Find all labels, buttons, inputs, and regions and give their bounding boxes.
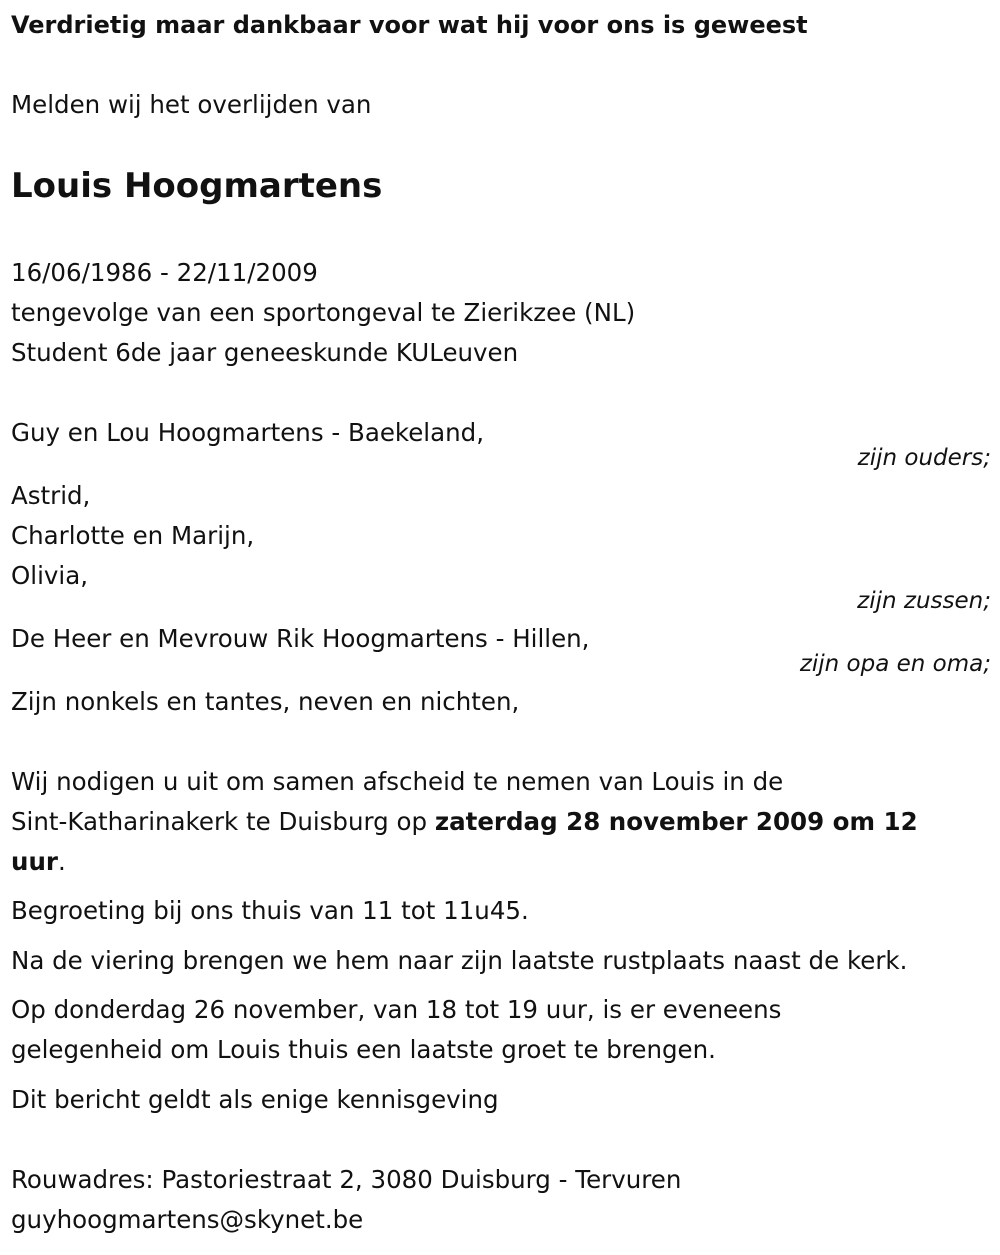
relation-grandparents: zijn opa en oma; bbox=[799, 651, 991, 677]
announcement-text: Melden wij het overlijden van bbox=[11, 90, 372, 119]
service-datetime-end: uur bbox=[11, 847, 58, 876]
invitation-period: . bbox=[57, 847, 66, 876]
visitation-line-1: Op donderdag 26 november, van 18 tot 19 uur, is er eveneens bbox=[11, 995, 782, 1024]
relation-parents: zijn ouders; bbox=[857, 445, 991, 471]
service-datetime: zaterdag 28 november 2009 om 12 bbox=[434, 807, 918, 836]
family-sister: Astrid, bbox=[11, 481, 91, 510]
intro-text: Verdrietig maar dankbaar voor wat hij voor ons is geweest bbox=[11, 11, 808, 39]
deceased-name: Louis Hoogmartens bbox=[11, 166, 383, 206]
family-grandparents: De Heer en Mevrouw Rik Hoogmartens - Hillen, bbox=[11, 624, 590, 653]
cause-of-death: tengevolge van een sportongeval te Zierikzee (NL) bbox=[11, 298, 636, 327]
burial-text: Na de viering brengen we hem naar zijn laatste rustplaats naast de kerk. bbox=[11, 946, 908, 975]
contact-email[interactable]: guyhoogmartens@skynet.be bbox=[11, 1205, 364, 1234]
invitation-line-1: Wij nodigen u uit om samen afscheid te nemen van Louis in de bbox=[11, 767, 784, 796]
notice-text: Dit bericht geldt als enige kennisgeving bbox=[11, 1085, 499, 1114]
invitation-line-2 bbox=[11, 807, 918, 837]
relation-sisters: zijn zussen; bbox=[857, 588, 991, 614]
family-others: Zijn nonkels en tantes, neven en nichten, bbox=[11, 687, 520, 716]
life-dates: 16/06/1986 - 22/11/2009 bbox=[11, 258, 318, 287]
invitation-text: Sint-Katharinakerk te Duisburg op bbox=[11, 807, 435, 836]
reception-text: Begroeting bij ons thuis van 11 tot 11u45. bbox=[11, 896, 529, 925]
visitation-line-2: gelegenheid om Louis thuis een laatste groet te brengen. bbox=[11, 1035, 716, 1064]
occupation: Student 6de jaar geneeskunde KULeuven bbox=[11, 338, 519, 367]
family-parents: Guy en Lou Hoogmartens - Baekeland, bbox=[11, 418, 484, 447]
family-sister: Charlotte en Marijn, bbox=[11, 521, 255, 550]
mourning-address: Rouwadres: Pastoriestraat 2, 3080 Duisburg - Tervuren bbox=[11, 1165, 682, 1194]
invitation-line-3 bbox=[11, 847, 66, 877]
family-sister: Olivia, bbox=[11, 561, 89, 590]
